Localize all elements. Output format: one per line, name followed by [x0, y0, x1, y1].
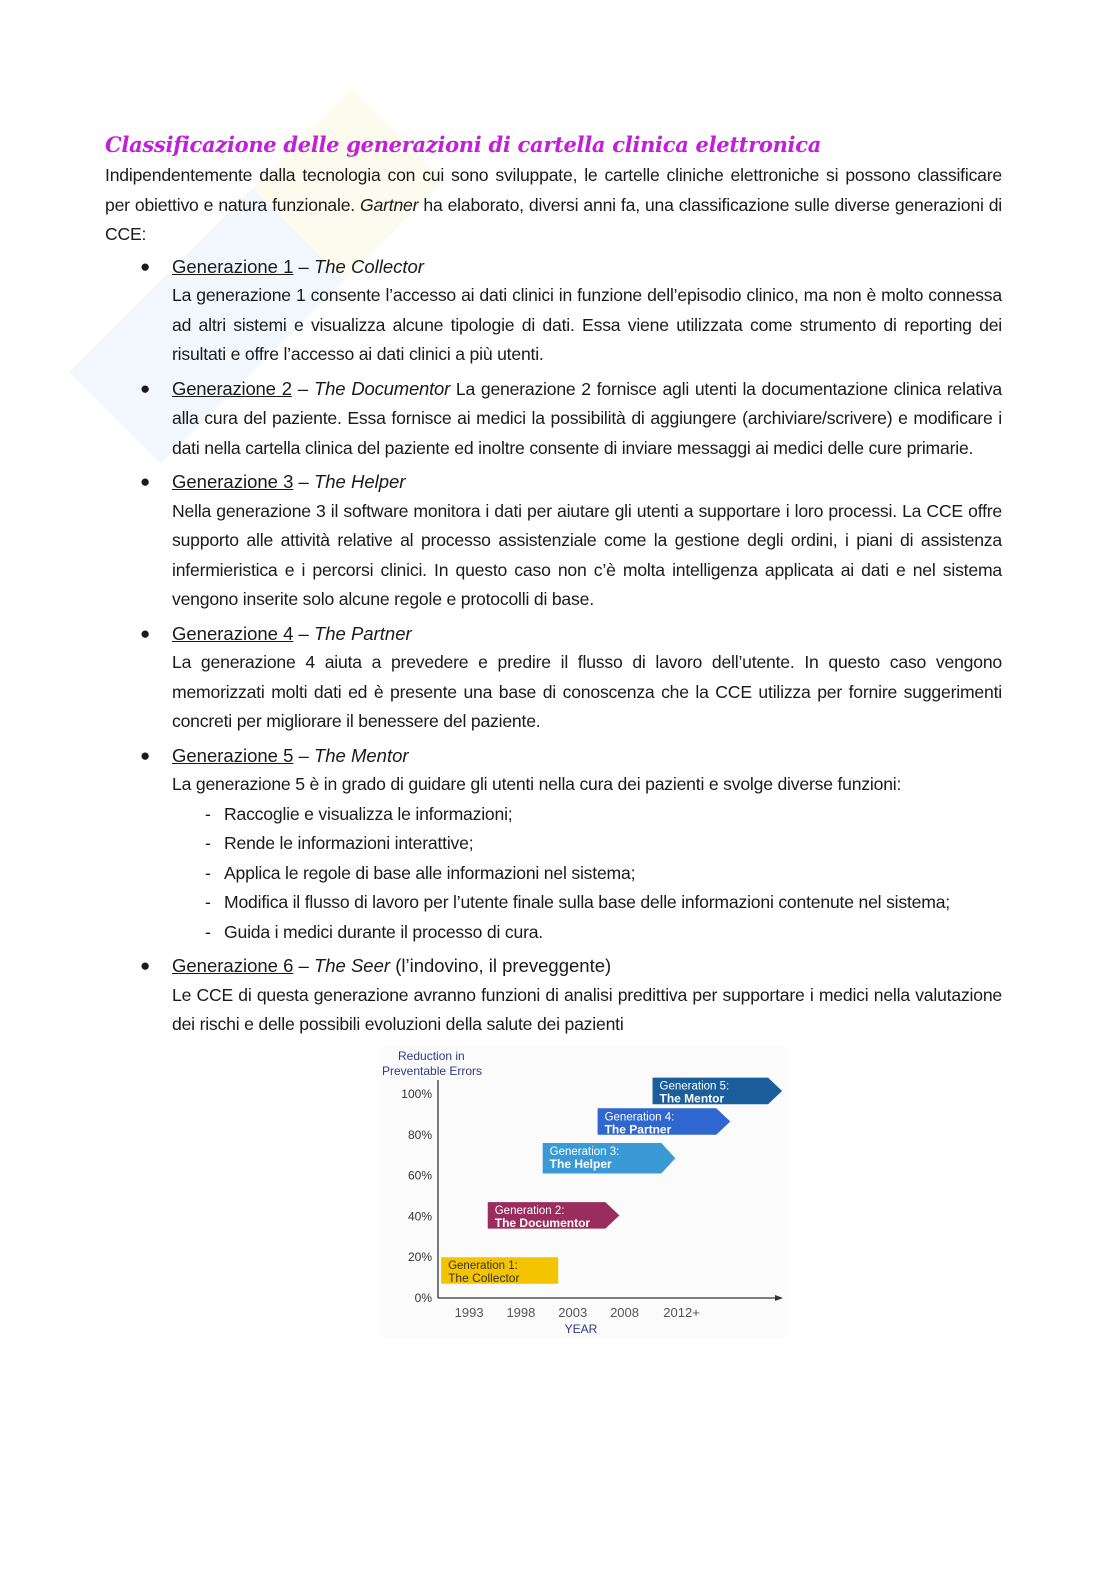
y-tick-label: 40% [407, 1208, 432, 1223]
chart-svg [380, 1046, 788, 1338]
x-tick-label: 1993 [454, 1304, 484, 1320]
generation-heading: Generazione 4 – The Partner [172, 622, 412, 644]
x-axis-arrow-icon [775, 1295, 783, 1301]
generation-heading: Generazione 1 – The Collector [172, 255, 424, 277]
list-item: - Guida i medici durante il processo di cura. [205, 921, 543, 942]
y-tick-label: 80% [407, 1127, 432, 1142]
bullet-icon: ● [140, 378, 151, 398]
list-item: - Modifica il flusso di lavoro per l’utente finale sulla base delle informazioni contenute nel sistema; [205, 892, 950, 912]
generation-heading: Generazione 2 – The Documentor [172, 377, 451, 399]
generation-item [105, 619, 1002, 737]
x-tick-label: 2008 [610, 1304, 640, 1320]
intro-paragraph: Indipendentemente dalla tecnologia con cui sono sviluppate, le cartelle cliniche elettroniche si possono classificare per obiettivo e natura funzionale. Gartner ha elaborato, diversi anni fa, una classificazione sulle diverse generazioni di CCE: [105, 165, 1003, 244]
generations-chart [380, 1046, 788, 1338]
page-title: Classificazione delle generazioni di cartella clinica elettronica [105, 132, 822, 157]
generation-description: La generazione 4 aiuta a prevedere e predire il flusso di lavoro dell’utente. In questo caso vengono memorizzati molti dati ed è presente una base di conoscenza che la CCE utilizza per fornire suggerimenti concreti per migliorare il benessere del paziente. [172, 652, 1002, 731]
generation-description: Le CCE di questa generazione avranno funzioni di analisi predittiva per supportare i medici nella valutazione dei rischi e delle possibili evoluzioni della salute dei pazienti [172, 984, 1002, 1034]
generation-bar-label: Generation 4: [604, 1110, 675, 1123]
y-axis-label: Preventable Errors [382, 1063, 483, 1078]
bullet-icon: ● [140, 623, 151, 643]
generation-bar-name: The Collector [448, 1270, 520, 1285]
generations-list [105, 252, 1002, 1040]
bullet-icon: ● [140, 956, 151, 975]
y-tick-label: 100% [401, 1086, 432, 1101]
x-tick-label: 1998 [506, 1304, 536, 1320]
x-tick-label: 2012+ [663, 1304, 700, 1320]
generation-item [105, 374, 1002, 464]
y-tick-label: 60% [407, 1168, 432, 1183]
generation-bar-name: The Documentor [494, 1215, 591, 1230]
generation-item [105, 951, 1002, 1040]
list-item: - Raccoglie e visualizza le informazioni; [205, 803, 513, 824]
list-item: - Applica le regole di base alle informazioni nel sistema; [205, 862, 636, 883]
generation-bar-name: The Mentor [659, 1091, 725, 1106]
gartner-emphasis: Gartner [360, 194, 419, 215]
generation-heading: Generazione 5 – The Mentor [172, 744, 409, 766]
x-tick-label: 2003 [558, 1304, 588, 1320]
y-tick-label: 20% [407, 1249, 432, 1264]
bullet-icon: ● [140, 472, 151, 491]
generation-bar-label: Generation 2: [494, 1204, 565, 1217]
generation-bar-name: The Partner [604, 1121, 672, 1136]
generation-item [105, 252, 1002, 370]
document-page [105, 0, 1002, 1378]
generation-bar-name: The Helper [549, 1156, 612, 1171]
generation-bar-label: Generation 3: [549, 1145, 620, 1158]
bullet-icon: ● [140, 256, 151, 276]
y-tick-label: 0% [414, 1290, 432, 1305]
x-axis-label: YEAR [564, 1321, 598, 1336]
generation-description: Generazione 2 – The Documentor La generazione 2 fornisce agli utenti la documentazione clinica relativa alla cura del paziente. Essa fornisce ai medici la possibilità di aggiungere (archiviare/scrivere) e modificare i dati nella cartella clinica del paziente ed inoltre consente di inviare messaggi ai medici delle cure primarie. [172, 377, 1003, 458]
generation-item [105, 467, 1002, 615]
generation-bar-label: Generation 1: [448, 1259, 518, 1272]
generation-item [105, 741, 1002, 948]
y-axis-label: Reduction in [398, 1048, 465, 1063]
generation-description: La generazione 1 consente l’accesso ai dati clinici in funzione dell’episodio clinico, ma non è molto connessa ad altri sistemi e visualizza alcune tipologie di dati. Essa viene utilizzata come strumento di reporting dei risultati e offre l’accesso ai dati clinici a più utenti. [172, 285, 1002, 364]
list-item: - Rende le informazioni interattive; [205, 833, 474, 853]
generation-bar-label: Generation 5: [659, 1080, 730, 1093]
functions-list [172, 800, 1002, 948]
generation-heading: Generazione 3 – The Helper [172, 471, 406, 492]
generation-heading: Generazione 6 – The Seer (l’indovino, il preveggente) [172, 955, 612, 976]
generation-description: Nella generazione 3 il software monitora i dati per aiutare gli utenti a supportare i loro processi. La CCE offre supporto alle attività relative al processo assistenziale come la gestione degli ordini, i piani di assistenza infermieristica e i percorsi clinici. In questo caso non c’è molta intelligenza applicata ai dati e nel sistema vengono inserite solo alcune regole e protocolli di base. [172, 500, 1002, 609]
generation-description: La generazione 5 è in grado di guidare gli utenti nella cura dei pazienti e svolge diverse funzioni: [172, 774, 902, 794]
bullet-icon: ● [140, 745, 151, 765]
